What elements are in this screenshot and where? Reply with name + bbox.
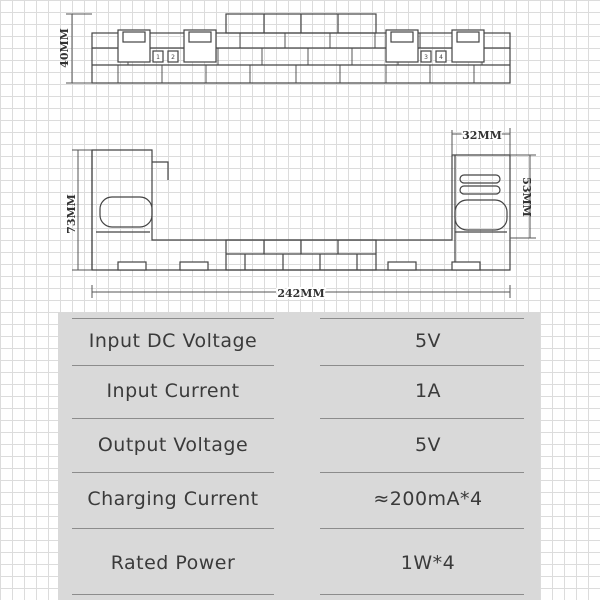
row-divider bbox=[72, 528, 274, 529]
row-divider bbox=[72, 318, 274, 319]
spec-table bbox=[58, 312, 540, 600]
spec-label: Charging Current bbox=[87, 488, 259, 510]
spec-value: 1W*4 bbox=[400, 552, 456, 574]
row-divider bbox=[320, 594, 524, 595]
row-divider bbox=[72, 418, 274, 419]
side-depth-label: 53MM bbox=[520, 177, 533, 217]
side-view bbox=[92, 150, 510, 270]
top-height-label: 40MM bbox=[58, 28, 71, 68]
spec-value: 1A bbox=[414, 380, 442, 402]
row-divider bbox=[72, 472, 274, 473]
side-width-label: 32MM bbox=[462, 129, 502, 142]
row-divider bbox=[72, 594, 274, 595]
top-view bbox=[92, 14, 510, 83]
spec-label: Input DC Voltage bbox=[88, 330, 258, 352]
spec-value: ≈200mA*4 bbox=[373, 488, 483, 510]
slot-number-1: 1 bbox=[156, 54, 160, 61]
spec-value: 5V bbox=[414, 434, 442, 456]
spec-value: 5V bbox=[414, 330, 442, 352]
slot-number-4: 4 bbox=[439, 54, 443, 61]
row-divider bbox=[320, 472, 524, 473]
side-height-label: 73MM bbox=[65, 194, 78, 234]
total-width-label: 242MM bbox=[277, 287, 325, 300]
row-divider bbox=[72, 365, 274, 366]
row-divider bbox=[320, 365, 524, 366]
spec-label: Rated Power bbox=[110, 552, 236, 574]
spec-label: Input Current bbox=[106, 380, 240, 402]
slot-number-3: 3 bbox=[424, 54, 428, 61]
row-divider bbox=[320, 318, 524, 319]
row-divider bbox=[320, 528, 524, 529]
spec-label: Output Voltage bbox=[97, 434, 249, 456]
row-divider bbox=[320, 418, 524, 419]
slot-number-2: 2 bbox=[171, 54, 175, 61]
